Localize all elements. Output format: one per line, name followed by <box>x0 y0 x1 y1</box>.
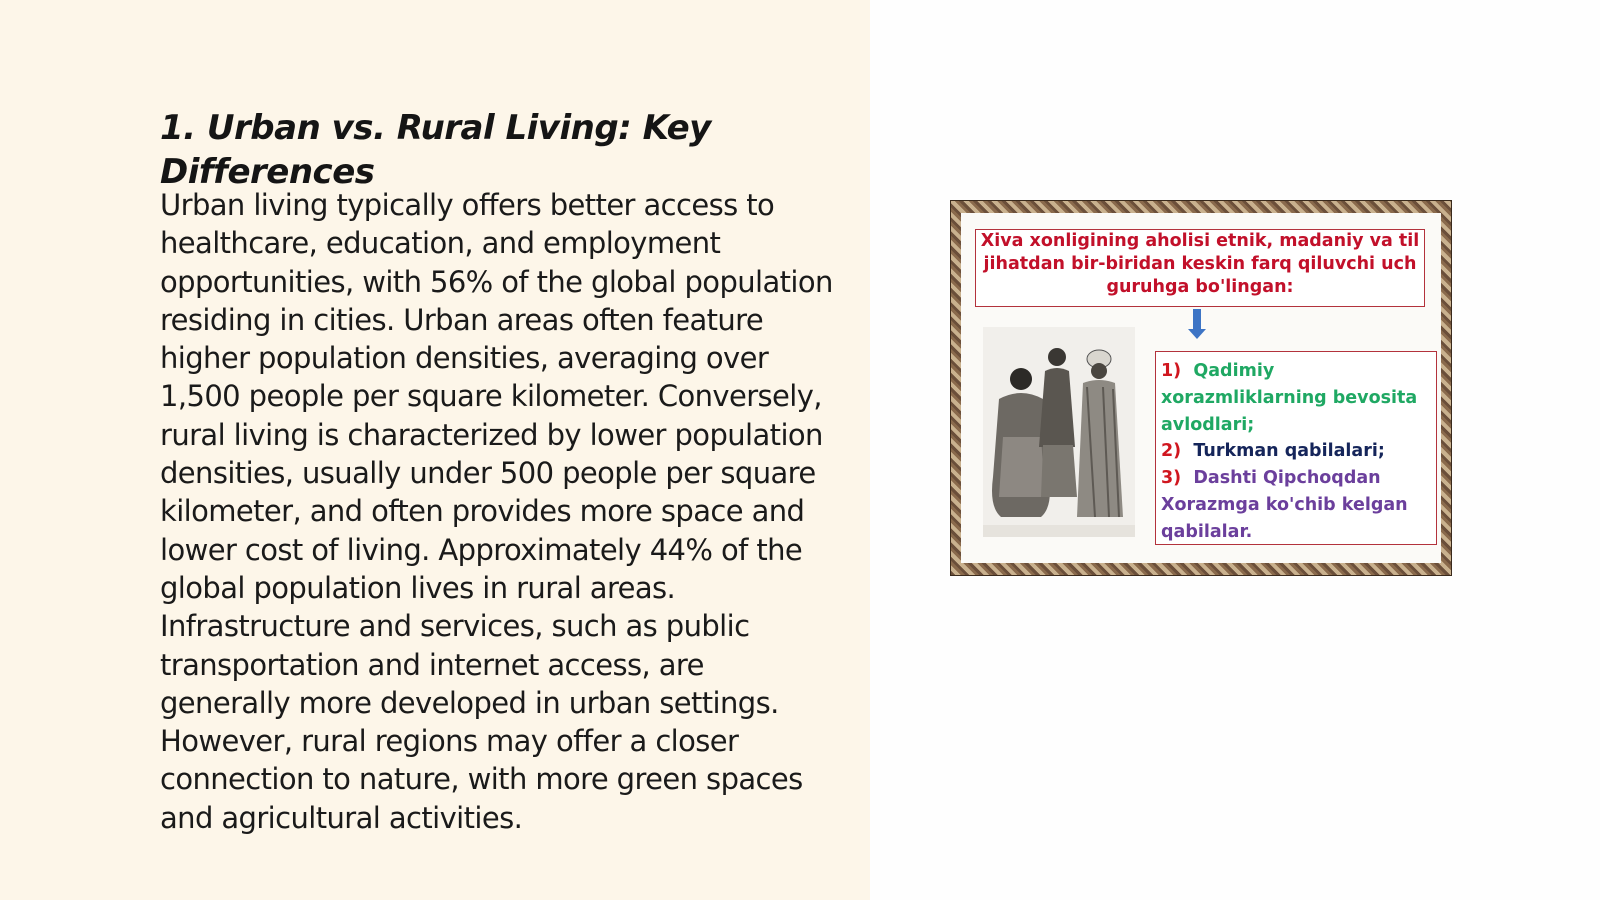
list-item-number: 2) <box>1161 441 1182 462</box>
list-item <box>1161 465 1430 545</box>
list-item <box>1161 358 1430 438</box>
list-item-number: 3) <box>1161 468 1182 489</box>
image-list <box>1155 351 1437 545</box>
slide-body-text: Urban living typically offers better access to healthcare, education, and employment opportunities, with 56% of the global population residing in cities. Urban areas often feature higher population densities, averaging over 1,500 people per square kilometer. Conversely, rural living is characterized by lower population densities, usually under 500 people per square kilometer, and often provides more space and lower cost of living. Approximately 44% of the global population lives in rural areas. Infrastructure and services, such as public transportation and internet access, are generally more developed in urban settings. However, rural regions may offer a closer connection to nature, with more green spaces and agricultural activities. <box>160 188 833 835</box>
image-content <box>961 213 1441 563</box>
image-caption: Xiva xonligining aholisi etnik, madaniy va til jihatdan bir-biridan keskin farq qiluvchi uch guruhga bo'lingan: <box>975 229 1425 307</box>
slide-title: 1. Urban vs. Rural Living: Key Differences <box>160 108 711 192</box>
list-item-text: Qadimiy xorazmliklarning bevosita avlodlari; <box>1161 361 1418 435</box>
list-item-text: Dashti Qipchoqdan Xorazmga ko'chib kelgan qabilalar. <box>1161 468 1408 542</box>
arrow-down-icon <box>1193 309 1201 331</box>
slide-image <box>950 200 1452 576</box>
list-item-text: Turkman qabilalari; <box>1193 441 1385 462</box>
list-item-number: 1) <box>1161 361 1182 381</box>
list-item <box>1161 438 1430 465</box>
historical-figures-illustration <box>983 327 1135 537</box>
